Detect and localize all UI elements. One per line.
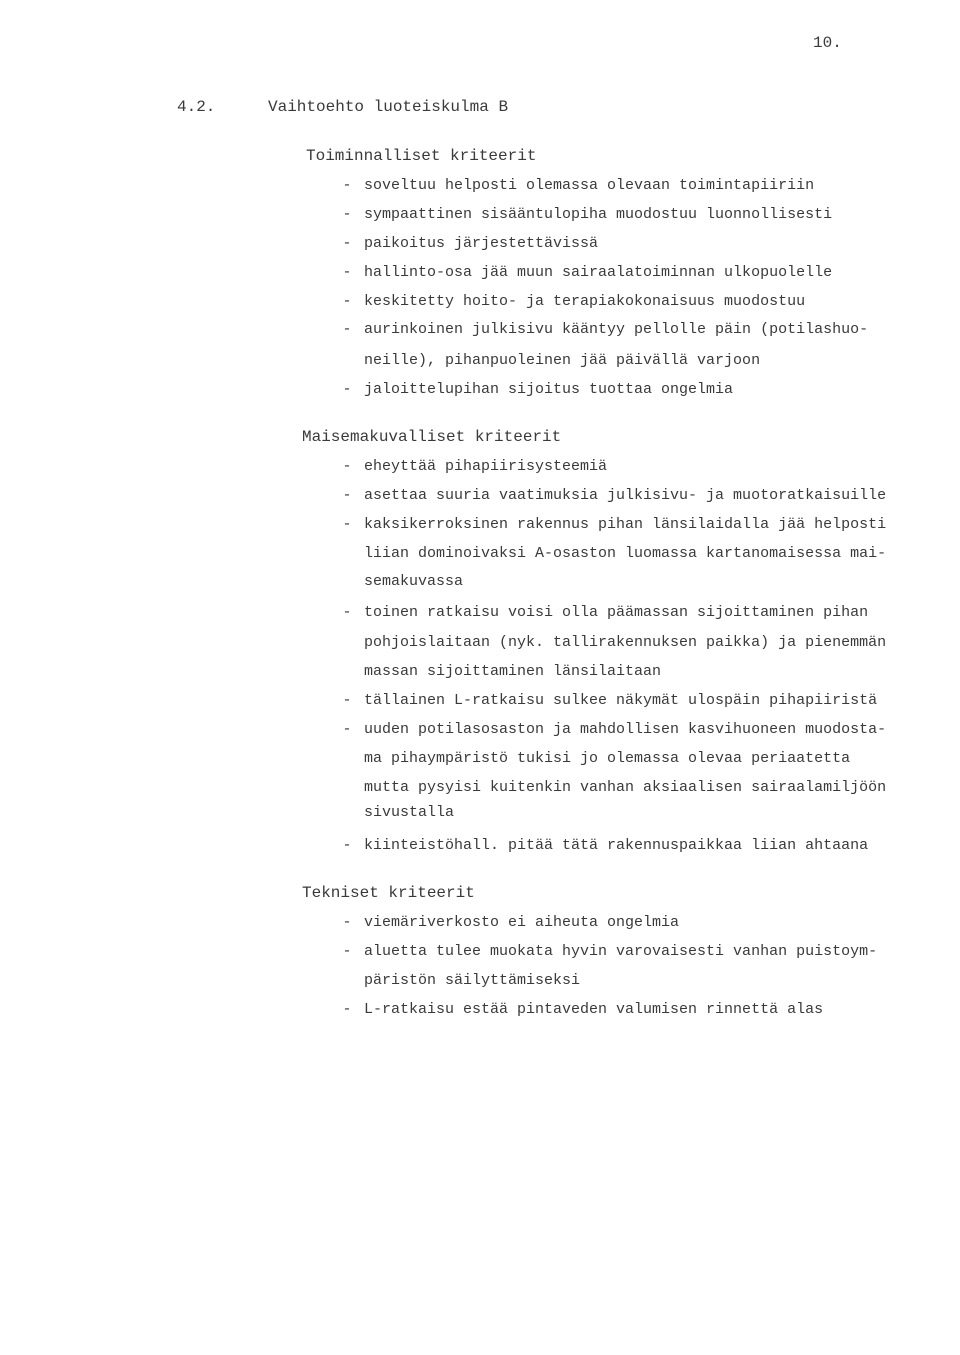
list-item: soveltuu helposti olemassa olevaan toimintapiiriin [364,177,815,194]
landscape-criteria-heading: Maisemakuvalliset kriteerit [302,428,562,446]
list-bullet: - [342,177,352,194]
list-bullet: - [342,264,352,281]
technical-criteria-heading: Tekniset kriteerit [302,884,475,902]
list-bullet: - [342,321,352,338]
list-item: aurinkoinen julkisivu kääntyy pellolle päin (potilashuo- [364,321,869,338]
list-bullet: - [342,487,352,504]
list-item-continuation: neille), pihanpuoleinen jää päivällä varjoon [364,352,761,369]
list-bullet: - [342,721,352,738]
list-bullet: - [342,458,352,475]
list-item: jaloittelupihan sijoitus tuottaa ongelmia [364,381,734,398]
list-bullet: - [342,914,352,931]
list-item-continuation: massan sijoittaminen länsilaitaan [364,663,662,680]
list-item-continuation: päristön säilyttämiseksi [364,972,581,989]
list-item-continuation: sivustalla [364,804,455,821]
list-item: eheyttää pihapiirisysteemiä [364,458,608,475]
list-bullet: - [342,692,352,709]
list-item-continuation: pohjoislaitaan (nyk. tallirakennuksen paikka) ja pienemmän [364,634,887,651]
list-bullet: - [342,206,352,223]
list-item-continuation: mutta pysyisi kuitenkin vanhan aksiaalisen sairaalamiljöön [364,779,887,796]
list-item: tällainen L-ratkaisu sulkee näkymät ulospäin pihapiiristä [364,692,878,709]
section-title: Vaihtoehto luoteiskulma B [268,98,509,116]
list-bullet: - [342,381,352,398]
list-bullet: - [342,604,352,621]
list-bullet: - [342,293,352,310]
list-item: toinen ratkaisu voisi olla päämassan sijoittaminen pihan [364,604,869,621]
list-bullet: - [342,235,352,252]
list-item: asettaa suuria vaatimuksia julkisivu- ja muotoratkaisuille [364,487,887,504]
list-item: hallinto-osa jää muun sairaalatoiminnan ulkopuolelle [364,264,833,281]
list-bullet: - [342,837,352,854]
list-item: kiinteistöhall. pitää tätä rakennuspaikkaa liian ahtaana [364,837,869,854]
page-number: 10. [813,34,842,52]
list-item-continuation: ma pihaympäristö tukisi jo olemassa olevaa periaatetta [364,750,851,767]
list-bullet: - [342,1001,352,1018]
list-item: paikoitus järjestettävissä [364,235,599,252]
list-bullet: - [342,943,352,960]
functional-criteria-heading: Toiminnalliset kriteerit [306,147,537,165]
list-bullet: - [342,516,352,533]
list-item: aluetta tulee muokata hyvin varovaisesti vanhan puistoym- [364,943,878,960]
list-item: L-ratkaisu estää pintaveden valumisen rinnettä alas [364,1001,824,1018]
list-item: viemäriverkosto ei aiheuta ongelmia [364,914,680,931]
section-number: 4.2. [177,98,216,116]
list-item: kaksikerroksinen rakennus pihan länsilaidalla jää helposti [364,516,887,533]
list-item-continuation: semakuvassa [364,573,464,590]
list-item-continuation: liian dominoivaksi A-osaston luomassa kartanomaisessa mai- [364,545,887,562]
list-item: uuden potilasosaston ja mahdollisen kasvihuoneen muodosta- [364,721,887,738]
list-item: keskitetty hoito- ja terapiakokonaisuus muodostuu [364,293,806,310]
list-item: sympaattinen sisääntulopiha muodostuu luonnollisesti [364,206,833,223]
